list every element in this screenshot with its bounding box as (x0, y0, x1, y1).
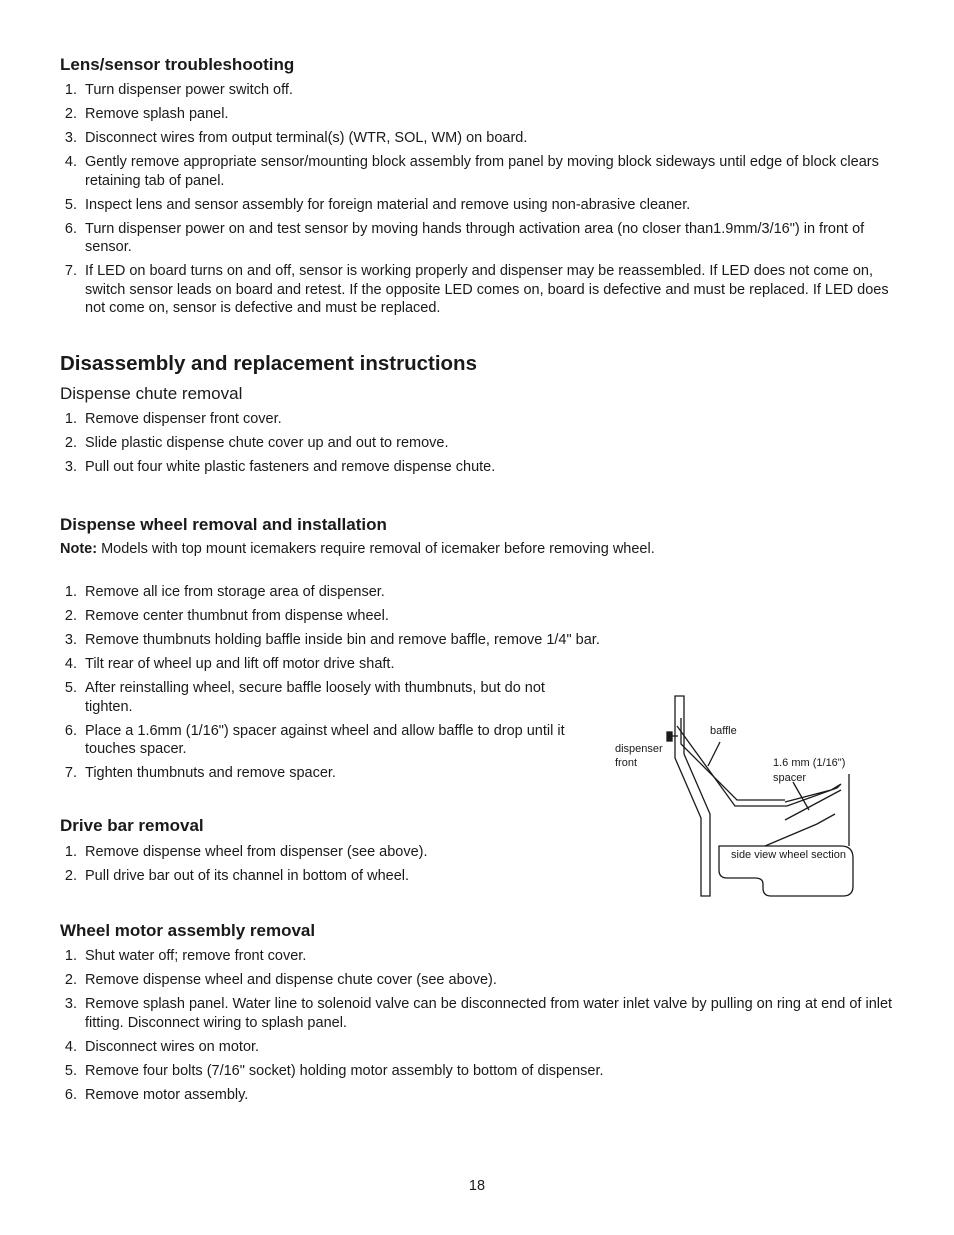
step-text: Turn dispenser power switch off. (85, 82, 293, 98)
wheel-removal-steps (60, 583, 600, 788)
dispenser-front-label-line1: dispenser (615, 743, 663, 755)
list-item (60, 1062, 905, 1081)
step-text: Disconnect wires from output terminal(s) (WTR, SOL, WM) on board. (85, 130, 528, 146)
lens-sensor-heading: Lens/sensor troubleshooting (60, 55, 295, 74)
list-item (60, 995, 905, 1032)
chute-removal-heading: Dispense chute removal (60, 384, 243, 403)
list-item (60, 843, 590, 862)
lens-sensor-steps (60, 81, 900, 323)
step-text: After reinstalling wheel, secure baffle loosely with thumbnuts, but do not tighten. (85, 680, 545, 715)
step-number: 1. (64, 411, 77, 427)
step-text: Remove splash panel. Water line to solenoid valve can be disconnected from water inlet valve by pulling on ring at end of inlet fitting. Disconnect wiring to splash panel. (85, 996, 893, 1031)
step-number: 5. (64, 1062, 77, 1079)
step-number: 4. (64, 656, 77, 672)
step-text: Remove dispenser front cover. (85, 411, 282, 427)
wheel-removal-heading: Dispense wheel removal and installation (60, 515, 387, 534)
step-text: Remove four bolts (7/16" socket) holding motor assembly to bottom of dispenser. (85, 1062, 604, 1079)
list-item (60, 434, 900, 453)
step-number: 1. (64, 82, 77, 98)
step-number: 2. (64, 435, 77, 451)
step-text: Remove dispense wheel and dispense chute cover (see above). (85, 972, 497, 988)
disassembly-heading: Disassembly and replacement instructions (60, 352, 477, 375)
step-text: Slide plastic dispense chute cover up and out to remove. (85, 435, 449, 451)
baffle-label: baffle (710, 725, 737, 737)
spacer-label-line1: 1.6 mm (1/16") (773, 757, 846, 769)
step-text: Remove all ice from storage area of dispenser. (85, 584, 385, 600)
wheel-note (60, 541, 655, 557)
step-number: 6. (64, 1086, 77, 1103)
list-item (60, 458, 900, 477)
list-item (60, 679, 590, 716)
step-text: If LED on board turns on and off, sensor is working properly and dispenser may be reassembled. If LED does not come on, switch sensor leads on board and retest. If the opposite LED comes on, board is defective and must be replaced. If LED does not come on, sensor is defective and must be replaced. (85, 263, 889, 316)
list-item (60, 1086, 905, 1105)
motor-removal-heading: Wheel motor assembly removal (60, 921, 316, 940)
step-number: 7. (64, 263, 77, 279)
step-number: 3. (64, 130, 77, 146)
list-item (60, 129, 900, 148)
note-text: Models with top mount icemakers require removal of icemaker before removing wheel. (97, 541, 655, 557)
step-number: 1. (64, 844, 77, 860)
step-text: Remove motor assembly. (85, 1086, 249, 1103)
step-text: Turn dispenser power on and test sensor by moving hands through activation area (no closer than1.9mm/3/16") in front of sensor. (85, 220, 865, 255)
step-text: Tilt rear of wheel up and lift off motor drive shaft. (85, 656, 395, 672)
list-item (60, 722, 590, 759)
step-text: Inspect lens and sensor assembly for foreign material and remove using non-abrasive cleaner. (85, 196, 691, 213)
step-number: 4. (64, 154, 77, 170)
list-item (60, 607, 590, 626)
step-text: Place a 1.6mm (1/16") spacer against wheel and allow baffle to drop until it touches spacer. (85, 722, 565, 757)
step-number: 2. (64, 608, 77, 624)
spacer-label-line2: spacer (773, 772, 807, 784)
motor-removal-steps (60, 947, 905, 1110)
step-number: 1. (64, 948, 77, 964)
list-item (60, 947, 905, 966)
list-item (60, 410, 900, 429)
step-number: 5. (64, 196, 77, 213)
step-number: 6. (64, 722, 77, 739)
step-number: 1. (64, 584, 77, 600)
chute-removal-steps (60, 410, 900, 482)
step-text: Remove splash panel. (85, 106, 229, 122)
step-number: 3. (64, 632, 77, 648)
page-number: 18 (468, 1178, 486, 1194)
list-item (60, 81, 900, 100)
step-text: Tighten thumbnuts and remove spacer. (85, 765, 336, 781)
list-item (60, 655, 590, 674)
step-number: 4. (64, 1038, 77, 1055)
step-text: Remove dispense wheel from dispenser (see above). (85, 844, 428, 860)
step-number: 5. (64, 680, 77, 696)
note-label: Note: (60, 541, 98, 557)
wheel-section-label: side view wheel section (731, 849, 846, 861)
step-number: 2. (64, 868, 77, 884)
step-number: 7. (64, 765, 77, 781)
drive-bar-steps (60, 843, 590, 891)
step-number: 6. (64, 220, 77, 237)
step-text: Shut water off; remove front cover. (85, 948, 307, 964)
step-text: Pull drive bar out of its channel in bottom of wheel. (85, 868, 410, 884)
list-item (60, 867, 590, 886)
step-text: Remove thumbnuts holding baffle inside bin and remove baffle, remove 1/4" bar. (85, 632, 600, 648)
dispenser-front-label-line2: front (615, 757, 638, 769)
step-text: Pull out four white plastic fasteners and remove dispense chute. (85, 459, 496, 475)
list-item (60, 105, 900, 124)
list-item (60, 583, 590, 602)
step-text: Disconnect wires on motor. (85, 1038, 260, 1055)
step-number: 3. (64, 459, 77, 475)
step-text: Gently remove appropriate sensor/mounting block assembly from panel by moving block sideways until edge of block clears retaining tab of panel. (85, 154, 879, 189)
step-number: 2. (64, 106, 77, 122)
list-item (60, 971, 905, 990)
list-item (60, 196, 900, 215)
baffle-leader-line (708, 742, 720, 766)
step-number: 2. (64, 972, 77, 988)
list-item (60, 764, 590, 783)
wheel-side-view-diagram (605, 690, 875, 905)
list-item (60, 262, 900, 318)
drive-bar-heading: Drive bar removal (60, 816, 204, 835)
list-item (60, 220, 900, 257)
step-number: 3. (64, 996, 77, 1012)
step-text: Remove center thumbnut from dispense wheel. (85, 608, 389, 624)
dispenser-front-outer-wall (675, 696, 710, 896)
list-item (60, 153, 900, 190)
list-item (60, 631, 675, 650)
wheel-edge-line (765, 814, 835, 846)
list-item (60, 1038, 905, 1057)
